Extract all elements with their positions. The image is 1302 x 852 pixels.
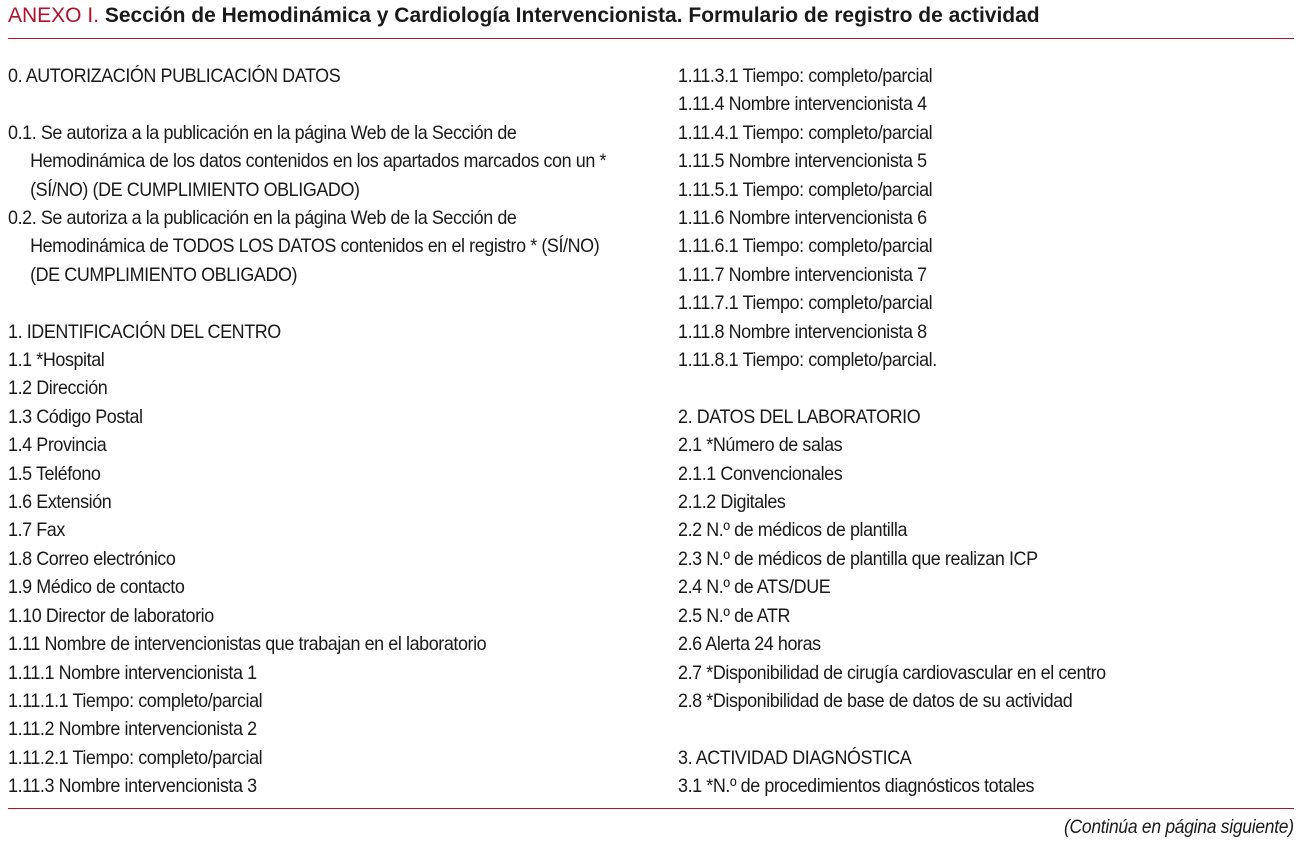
list-item: 1.11.2 Nombre intervencionista 2 [8, 718, 257, 741]
list-item: 1.11.2.1 Tiempo: completo/parcial [8, 746, 263, 769]
section-3-heading: 3. ACTIVIDAD DIAGNÓSTICA [678, 746, 912, 769]
list-item: 2.2 N.º de médicos de plantilla [678, 519, 908, 542]
left-column [8, 62, 615, 801]
list-item: 2.1.2 Digitales [678, 491, 786, 514]
list-item: 1.10 Director de laboratorio [8, 604, 214, 627]
list-item: 2.8 *Disponibilidad de base de datos de su actividad [678, 689, 1073, 712]
list-item: 1.11 Nombre de intervencionistas que trabajan en el laboratorio [8, 633, 487, 656]
list-item: 1.5 Teléfono [8, 462, 101, 485]
bottom-divider [8, 808, 1294, 809]
spacer [678, 715, 1294, 743]
spacer [8, 90, 615, 118]
list-item: 1.11.4 Nombre intervencionista 4 [678, 93, 927, 116]
item-0-2: 0.2. Se autoriza a la publicación en la página Web de la Sección de Hemodinámica de TODOS LOS DATOS contenidos en el registro * (SÍ/NO) (DE CUMPLIMIENTO OBLIGADO) [8, 207, 600, 286]
section-1-heading: 1. IDENTIFICACIÓN DEL CENTRO [8, 320, 281, 343]
list-item: 1.8 Correo electrónico [8, 547, 176, 570]
list-item: 2.6 Alerta 24 horas [678, 633, 821, 656]
list-item: 1.1 *Hospital [8, 349, 105, 372]
annex-title: Sección de Hemodinámica y Cardiología Intervencionista. Formulario de registro de actividad [104, 4, 1040, 27]
list-item: 2.4 N.º de ATS/DUE [678, 576, 831, 599]
spacer [8, 289, 615, 317]
list-item: 1.4 Provincia [8, 434, 107, 457]
list-item: 1.11.1.1 Tiempo: completo/parcial [8, 689, 263, 712]
list-item: 1.9 Médico de contacto [8, 576, 185, 599]
list-item: 1.11.8.1 Tiempo: completo/parcial. [678, 349, 937, 372]
list-item: 1.11.1 Nombre intervencionista 1 [8, 661, 257, 684]
section-0-heading: 0. AUTORIZACIÓN PUBLICACIÓN DATOS [8, 65, 341, 87]
top-divider [8, 38, 1294, 39]
list-item: 1.11.5.1 Tiempo: completo/parcial [678, 178, 933, 201]
list-item: 1.3 Código Postal [8, 405, 143, 428]
annex-label: ANEXO I. [8, 4, 100, 27]
spacer [678, 374, 1294, 402]
list-item: 1.11.4.1 Tiempo: completo/parcial [678, 121, 933, 144]
section-2-heading: 2. DATOS DEL LABORATORIO [678, 405, 921, 428]
list-item: 1.11.3.1 Tiempo: completo/parcial [678, 65, 933, 87]
list-item: 2.3 N.º de médicos de plantilla que realizan ICP [678, 547, 1038, 570]
list-item: 2.5 N.º de ATR [678, 604, 791, 627]
list-item: 1.11.8 Nombre intervencionista 8 [678, 320, 927, 343]
item-0-1: 0.1. Se autoriza a la publicación en la página Web de la Sección de Hemodinámica de los datos contenidos en los apartados marcados con un * (SÍ/NO) (DE CUMPLIMIENTO OBLIGADO) [8, 121, 607, 201]
list-item: 3.1 *N.º de procedimientos diagnósticos totales [678, 775, 1035, 798]
list-item: 1.11.7.1 Tiempo: completo/parcial [678, 292, 933, 315]
right-column [678, 62, 1294, 801]
list-item: 2.1 *Número de salas [678, 434, 843, 457]
list-item: 1.11.3 Nombre intervencionista 3 [8, 775, 257, 798]
list-item: 2.1.1 Convencionales [678, 462, 843, 485]
list-item: 1.11.7 Nombre intervencionista 7 [678, 263, 927, 286]
list-item: 1.2 Dirección [8, 377, 108, 400]
list-item: 1.7 Fax [8, 519, 65, 542]
list-item: 1.11.6 Nombre intervencionista 6 [678, 207, 927, 230]
list-item: 2.7 *Disponibilidad de cirugía cardiovascular en el centro [678, 661, 1106, 684]
continued-note: (Continúa en página siguiente) [1064, 817, 1294, 838]
list-item: 1.11.6.1 Tiempo: completo/parcial [678, 235, 933, 258]
document-title [8, 2, 1040, 30]
list-item: 1.11.5 Nombre intervencionista 5 [678, 150, 927, 173]
list-item: 1.6 Extensión [8, 491, 112, 514]
